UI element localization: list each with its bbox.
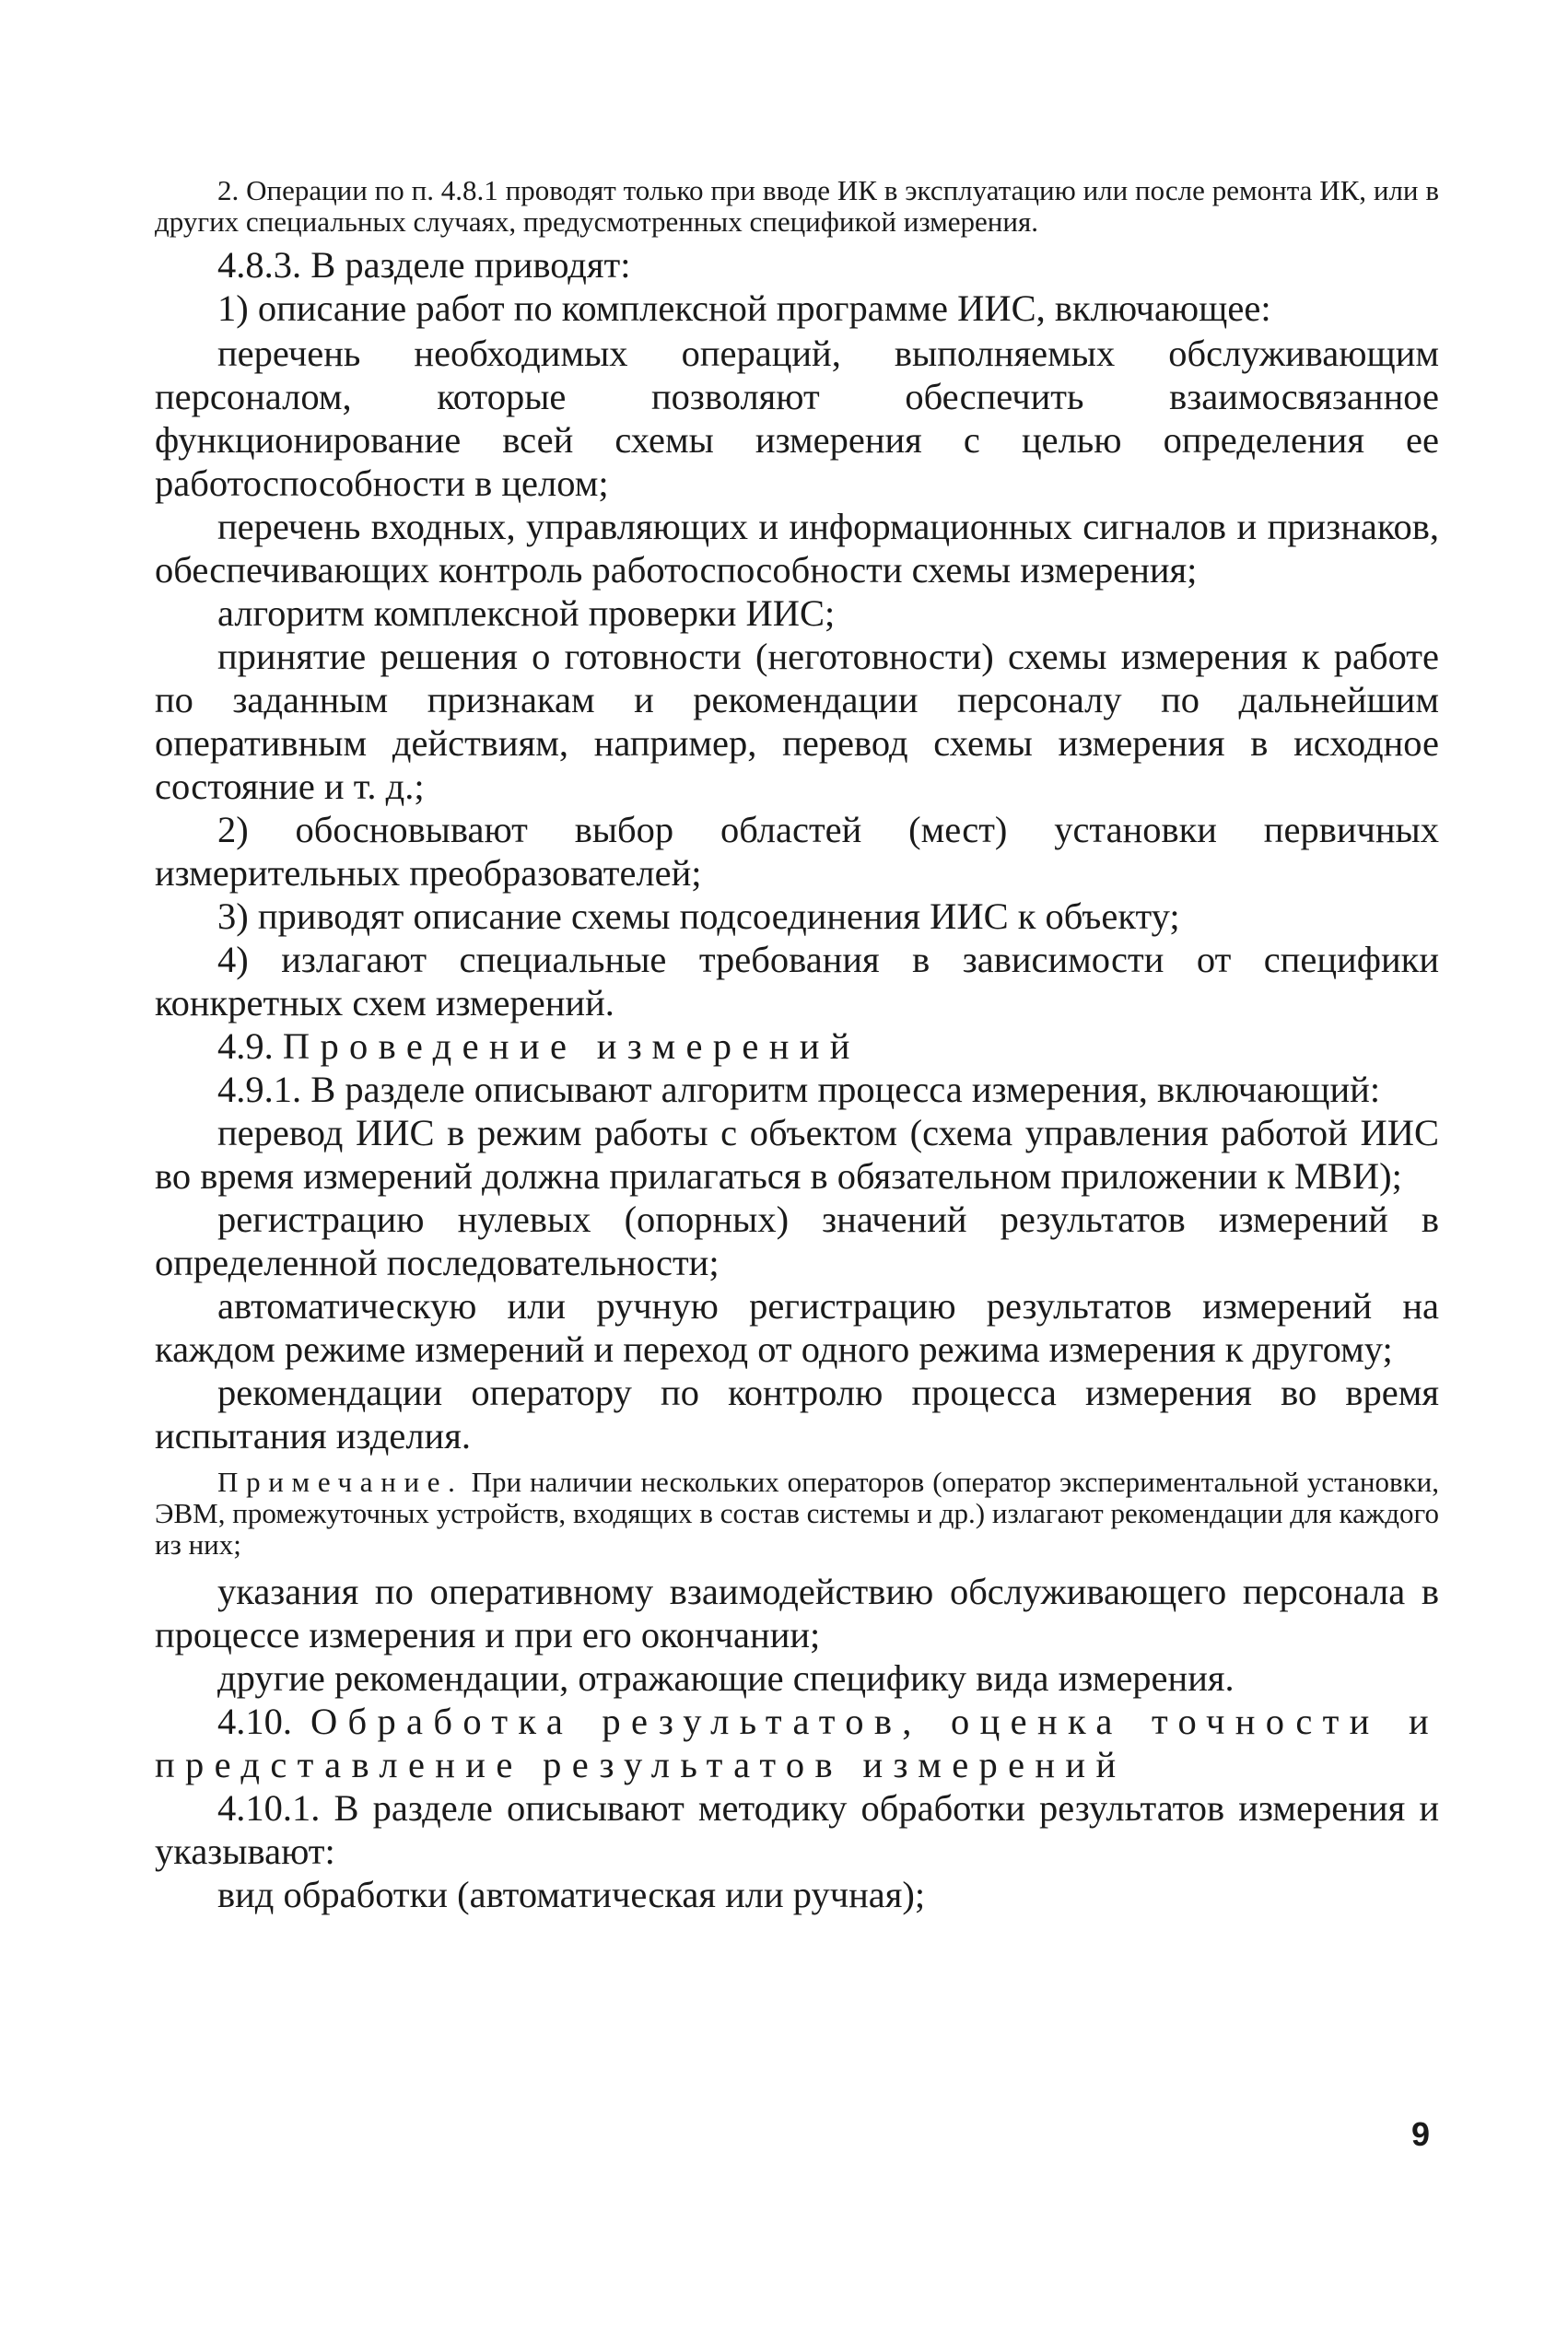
- paragraph-4-10-1: 4.10.1. В разделе описывают методику обработки результатов измерения и указывают:: [155, 1787, 1439, 1872]
- operations-list-paragraph: перечень необходимых операций, выполняемых обслуживающим персоналом, которые позволяют обеспечить взаимосвязанное функционирование всей схемы измерения с целью определения ее работоспособности в целом;: [155, 333, 1439, 504]
- note-block: [155, 1467, 1439, 1561]
- transfer-paragraph: перевод ИИС в режим работы с объектом (схема управления работой ИИС во время измерений должна прилагаться в обязательном приложении к МВИ);: [155, 1112, 1439, 1197]
- item-3: 3) приводят описание схемы подсоединения ИИС к объекту;: [217, 895, 1180, 937]
- paragraph-4-9-1: 4.9.1. В разделе описывают алгоритм процесса измерения, включающий:: [217, 1069, 1381, 1110]
- algorithm-paragraph: алгоритм комплексной проверки ИИС;: [217, 592, 836, 634]
- signals-list-paragraph: перечень входных, управляющих и информационных сигналов и признаков, обеспечивающих контроль работоспособности схемы измерения;: [155, 506, 1439, 591]
- page-number: 9: [1410, 2115, 1430, 2153]
- item-1: 1) описание работ по комплексной программе ИИС, включающее:: [217, 287, 1271, 329]
- section-4-10-number: 4.10.: [217, 1701, 292, 1742]
- item-4: 4) излагают специальные требования в зависимости от специфики конкретных схем измерений.: [155, 939, 1439, 1024]
- auto-registration-paragraph: автоматическую или ручную регистрацию результатов измерений на каждом режиме измерений и переход от одного режима измерения к другому;: [155, 1285, 1439, 1370]
- other-recommendations-paragraph: другие рекомендации, отражающие специфику вида измерения.: [217, 1657, 1235, 1699]
- document-page: [155, 175, 1439, 1916]
- section-heading-4-10: [155, 1700, 1439, 1786]
- item-2: 2) обосновывают выбор областей (мест) установки первичных измерительных преобразователей;: [155, 809, 1439, 894]
- note-text: При наличии нескольких операторов (оператор экспериментальной установки, ЭВМ, промежуточных устройств, входящих в состав системы и др.) излагают рекомендации для каждого из них;: [155, 1466, 1439, 1561]
- interaction-paragraph: указания по оперативному взаимодействию обслуживающего персонала в процессе измерения и при его окончании;: [155, 1571, 1439, 1655]
- section-4-9-number: 4.9.: [217, 1025, 274, 1067]
- section-heading-4-9: [155, 1024, 1439, 1068]
- note-label: Примечание.: [217, 1466, 463, 1498]
- processing-type-paragraph: вид обработки (автоматическая или ручная);: [217, 1874, 926, 1915]
- decision-paragraph: принятие решения о готовности (неготовности) схемы измерения к работе по заданным признакам и рекомендации персоналу по дальнейшим оперативным действиям, например, перевод схемы измерения в исходное состояние и т. д.;: [155, 636, 1439, 807]
- note-top: 2. Операции по п. 4.8.1 проводят только при вводе ИК в эксплуатацию или после ремонта ИК, или в других специальных случаях, предусмотренных спецификой измерения.: [155, 174, 1439, 238]
- section-4-10-title: Обработка результатов, оценка точности и представление результатов измерений: [155, 1701, 1439, 1785]
- heading-4-8-3: 4.8.3. В разделе приводят:: [217, 244, 631, 286]
- section-4-9-title: Проведение измерений: [282, 1025, 860, 1067]
- zero-registration-paragraph: регистрацию нулевых (опорных) значений результатов измерений в определенной последовательности;: [155, 1199, 1439, 1283]
- recommendations-paragraph: рекомендации оператору по контролю процесса измерения во время испытания изделия.: [155, 1372, 1439, 1456]
